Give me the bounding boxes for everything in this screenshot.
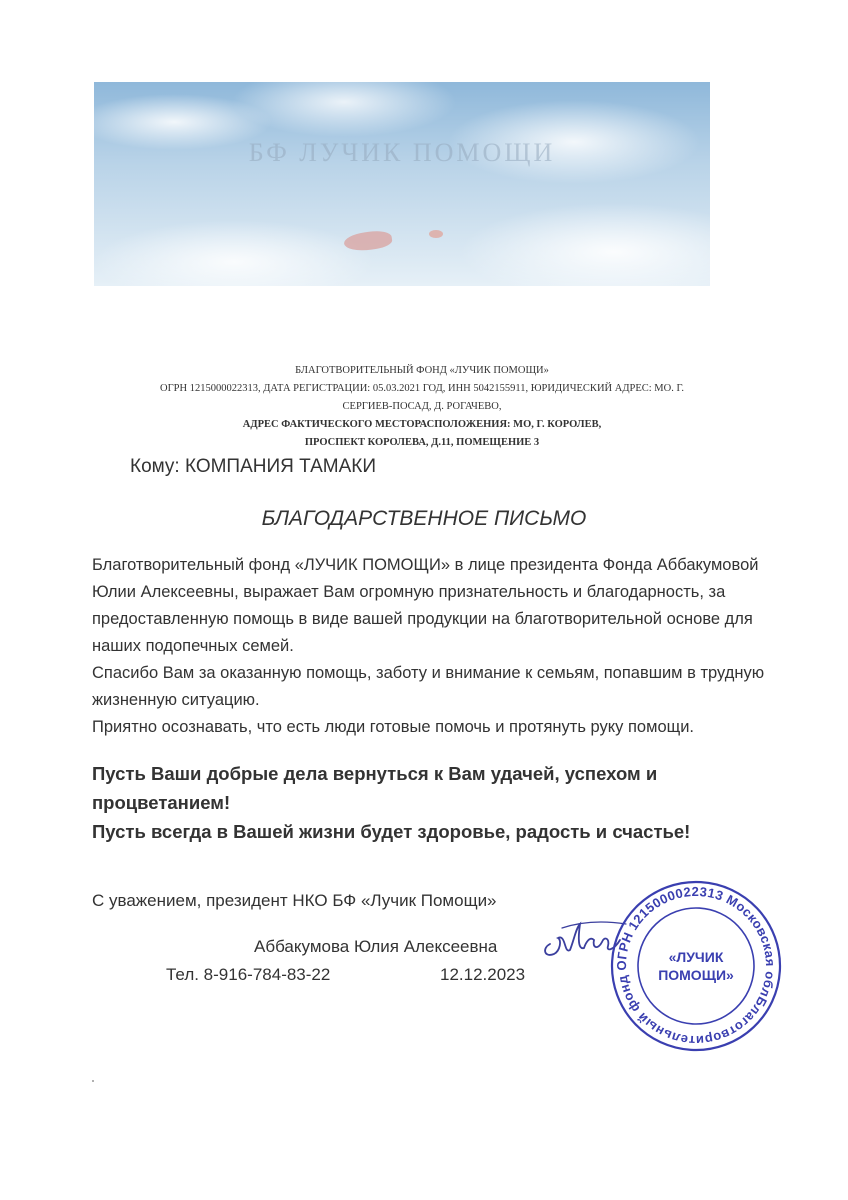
body-paragraph-3: Приятно осознавать, что есть люди готовые помочь и протянуть руку помощи. — [92, 718, 695, 736]
stamp-ring-text: Благотворительный фонд ОГРН 1215000022313 Московская обл. — [613, 883, 779, 1049]
org-name: БЛАГОТВОРИТЕЛЬНЫЙ ФОНД «ЛУЧИК ПОМОЩИ» — [295, 365, 549, 376]
organization-stamp — [606, 876, 786, 1056]
letter-body — [92, 552, 772, 741]
org-registration-line1: ОГРН 1215000022313, ДАТА РЕГИСТРАЦИИ: 05.03.2021 ГОД, ИНН 5042155911, ЮРИДИЧЕСКИЙ АДРЕС: МО. Г. — [160, 383, 684, 394]
organization-details — [92, 362, 752, 452]
closing-regards: С уважением, президент НКО БФ «Лучик Помощи» — [92, 891, 497, 910]
stamp-center-line2: ПОМОЩИ» — [658, 967, 734, 983]
wish-1: Пусть Ваши добрые дела вернуться к Вам удачей, успехом и процветанием! — [92, 763, 658, 813]
stamp-center-line1: «ЛУЧИК — [668, 949, 724, 965]
signer-name: Аббакумова Юлия Алексеевна — [254, 937, 498, 956]
letter-title: БЛАГОДАРСТВЕННОЕ ПИСЬМО — [261, 507, 587, 530]
recipient: Кому: КОМПАНИЯ ТАМАКИ — [130, 456, 377, 477]
banner-title: БФ ЛУЧИК ПОМОЩИ — [248, 138, 556, 167]
banner-decoration — [343, 229, 393, 254]
svg-text:Благотворительный фонд ОГРН 12 — [606, 876, 786, 1056]
banner-decoration-small — [429, 230, 443, 238]
body-paragraph-1: Благотворительный фонд «ЛУЧИК ПОМОЩИ» в лице президента Фонда Аббакумовой Юлии Алексеевны, выражает Вам огромную признательность и благодарность, за предоставленную помощь в виде вашей продукции на благотворительной основе для наших подопечных семей. — [92, 556, 759, 655]
org-actual-address-line2: ПРОСПЕКТ КОРОЛЕВА, Д.11, ПОМЕЩЕНИЕ 3 — [304, 437, 540, 448]
wishes — [92, 759, 772, 846]
org-actual-address-line1: АДРЕС ФАКТИЧЕСКОГО МЕСТОРАСПОЛОЖЕНИЯ: МО, Г. КОРОЛЕВ, — [242, 419, 602, 430]
scan-speck — [92, 1080, 94, 1082]
phone-number: Тел. 8-916-784-83-22 — [166, 965, 331, 984]
header-banner-image — [94, 82, 710, 286]
wish-2: Пусть всегда в Вашей жизни будет здоровье, радость и счастье! — [92, 821, 691, 842]
body-paragraph-2: Спасибо Вам за оказанную помощь, заботу и внимание к семьям, попавшим в трудную жизненную ситуацию. — [92, 664, 765, 709]
letter-date: 12.12.2023 — [440, 965, 526, 984]
org-registration-line2: СЕРГИЕВ-ПОСАД, Д. РОГАЧЕВО, — [342, 401, 502, 412]
